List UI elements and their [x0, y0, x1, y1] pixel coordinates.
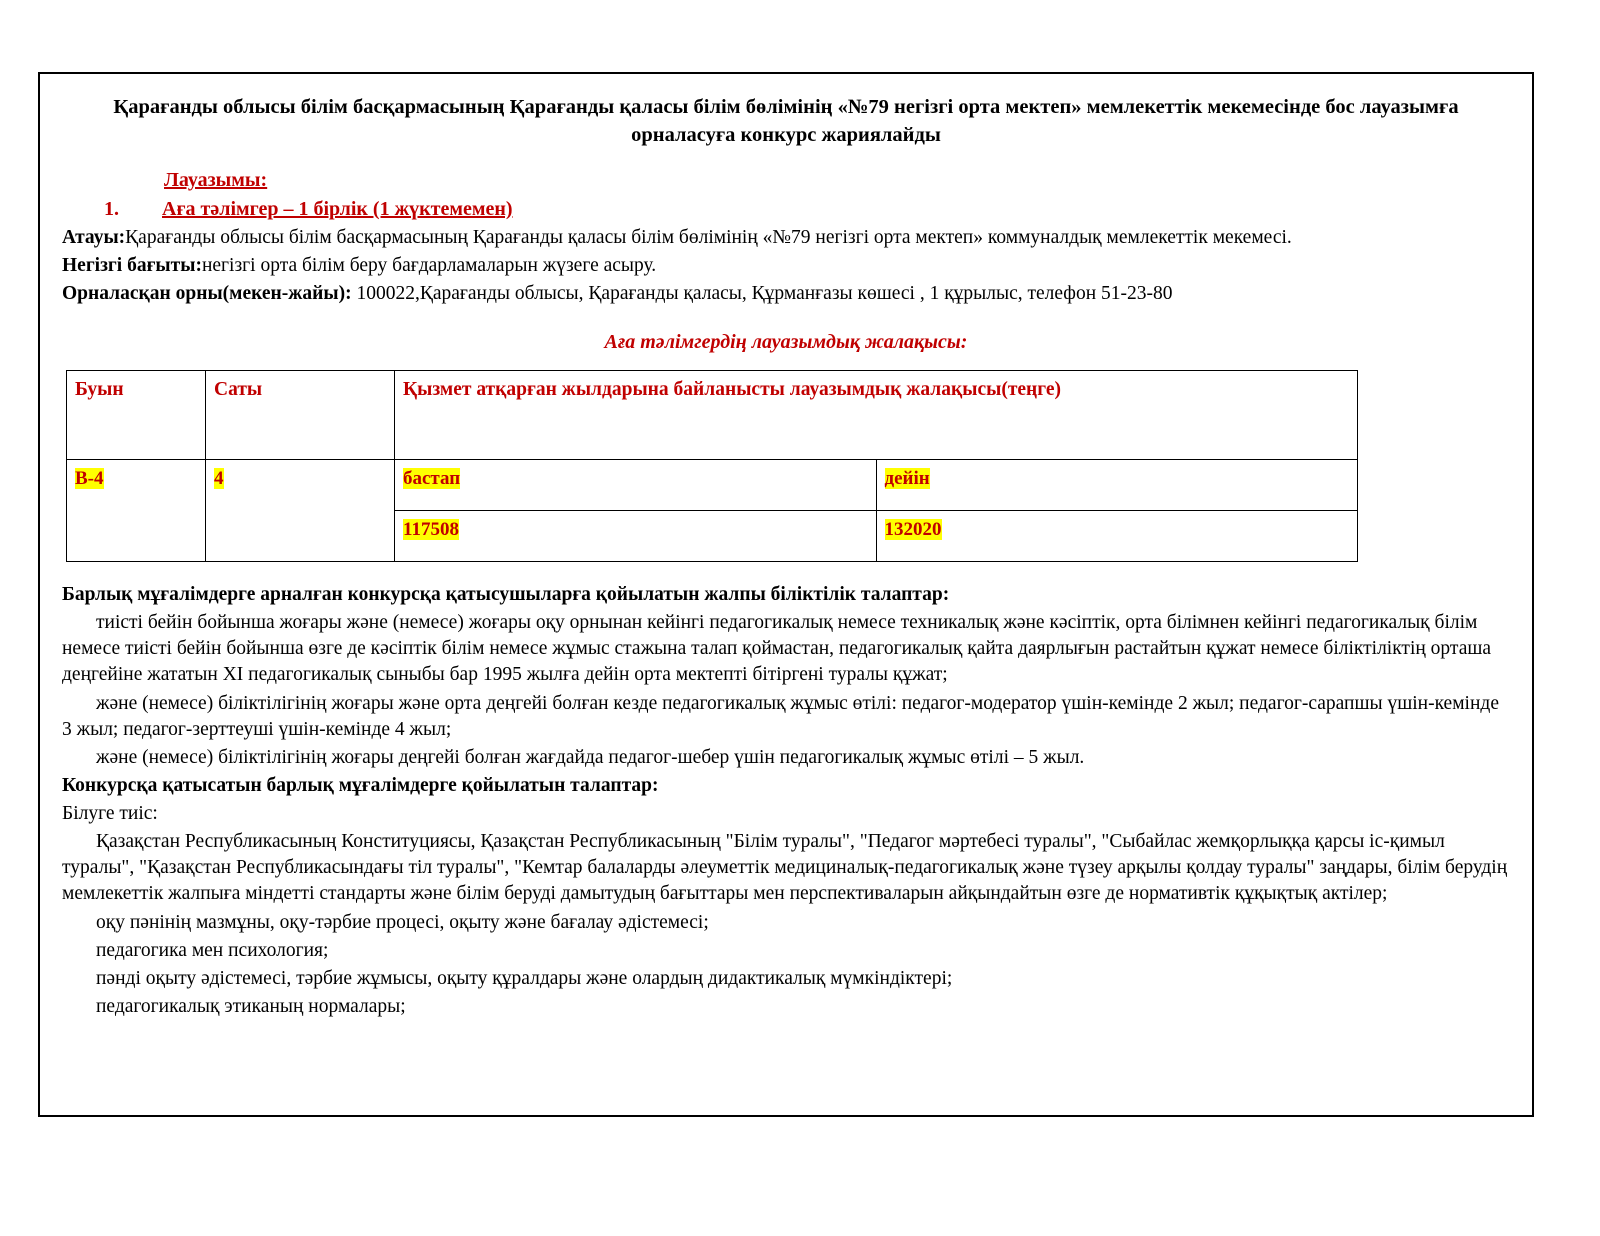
position-item-label: Аға тәлімгер – 1 бірлік (1 жүктемемен) — [162, 198, 513, 221]
page-title: Қарағанды облысы білім басқармасының Қарағанды қаласы білім бөлімінің «№79 негізгі орта мектеп» мемлекеттік мекемесінде бос лауазымға орналасуға конкурс жариялайды — [113, 96, 1459, 146]
header-buyn-label: Буын — [75, 379, 124, 401]
document-frame — [38, 72, 1534, 1117]
general-requirements-p3: және (немесе) біліктілігінің жоғары деңгейі болған жағдайда педагог-шебер үшін педагогикалық жұмыс өтілі – 5 жыл. — [96, 746, 1085, 768]
label-to: дейін — [884, 468, 930, 490]
must-know-p3: педагогика мен психология; — [96, 939, 329, 961]
salary-range-table — [395, 460, 1357, 561]
table-row — [67, 460, 1358, 562]
must-know-p4: пәнді оқыту әдістемесі, тәрбие жұмысы, оқыту құралдары және олардың дидактикалық мүмкіндіктері; — [96, 967, 953, 989]
value-from: 117508 — [403, 519, 459, 541]
cell-to-value — [876, 511, 1357, 562]
value-buyn: В-4 — [75, 468, 104, 490]
value-to: 132020 — [884, 519, 942, 541]
header-salary-label: Қызмет атқарған жылдарына байланысты лауазымдық жалақысы(теңге) — [403, 379, 1062, 401]
main-direction-line — [62, 253, 1510, 279]
main-direction-label: Негізгі бағыты: — [62, 255, 202, 277]
cell-salary-range — [395, 460, 1358, 562]
address-line — [62, 281, 1510, 307]
must-know-p2: оқу пәнінің мазмұны, оқу-тәрбие процесі, оқыту және бағалау әдістемесі; — [96, 911, 709, 933]
cell-from-label — [395, 460, 876, 511]
institution-name-value: Қарағанды облысы білім басқармасының Қарағанды қаласы білім бөлімінің «№79 негізгі орта мектеп» коммуналдық мемлекеттік мекемесі. — [125, 226, 1292, 248]
position-number: 1. — [104, 198, 119, 221]
salary-table — [66, 370, 1358, 562]
spacer — [62, 149, 1510, 167]
header-saty-label: Саты — [214, 379, 263, 401]
cell-saty — [206, 460, 395, 562]
value-saty: 4 — [214, 468, 224, 490]
position-header: Лауазымы: — [164, 169, 268, 192]
main-direction-value: негізгі орта білім беру бағдарламаларын жүзеге асыру. — [201, 255, 657, 277]
header-cell-buyn — [67, 371, 206, 460]
address-label: Орналасқан орны(мекен-жайы): — [62, 283, 352, 305]
label-from: бастап — [403, 468, 461, 490]
cell-buyn — [67, 460, 206, 562]
position-item — [104, 196, 1510, 223]
must-know-p5: педагогикалық этиканың нормалары; — [96, 995, 406, 1017]
institution-name-label: Атауы: — [62, 226, 126, 248]
general-requirements-p2: және (немесе) біліктілігінің жоғары және орта деңгейі болған кезде педагогикалық жұмыс өтілі: педагог-модератор үшін-кемінде 2 жыл; педагог-сарапшы үшін-кемінде 3 жыл; педагог-зерттеуші үшін-кемінде 4 жыл; — [62, 692, 1499, 740]
must-know-label: Білуге тиіс: — [62, 803, 158, 825]
header-cell-saty — [206, 371, 395, 460]
institution-name-line — [62, 225, 1510, 251]
table-row — [395, 511, 1357, 562]
general-requirements-p1: тиісті бейін бойынша жоғары және (немесе) жоғары оқу орнынан кейінгі педагогикалық немесе техникалық және кәсіптік, орта білімнен кейінгі педагогикалық білім немесе тиісті бейін бойынша өзге де кәсіптік білім немесе жұмыс стажына талап қоймастан, педагогикалық қайта даярлығын растайтын құжат немесе біліктіліктің орташа деңгейіне жататын XI педагогикалық сыныбы бар 1995 жылға дейін орта мектепті бітіргені туралы құжат; — [62, 612, 1492, 686]
general-requirements-heading: Барлық мұғалімдерге арналған конкурсқа қатысушыларға қойылатын жалпы біліктілік талаптар: — [62, 584, 950, 606]
cell-to-label — [876, 460, 1357, 511]
cell-from-value — [395, 511, 876, 562]
all-teachers-heading: Конкурсқа қатысатын барлық мұғалімдерге қойылатын талаптар: — [62, 774, 659, 796]
salary-heading: Аға тәлімгердің лауазымдық жалақысы: — [604, 331, 968, 354]
requirements-section — [62, 582, 1510, 1020]
must-know-p1: Қазақстан Республикасының Конституциясы, Қазақстан Республикасының "Білім туралы", "Педагог мәртебесі туралы", "Сыбайлас жемқорлыққа қарсы іс-қимыл туралы", "Қазақстан Республикасындағы тіл туралы", "Кемтар балаларды әлеуметтік медициналық-педагогикалық және түзеу арқылы қолдау туралы" заңдары, білім берудің мемлекеттік жалпыға міндетті стандарты және білім беруді дамытудың бағыттары мен перспективаларын айқындайтын өзге де нормативтік құқықтық актілер; — [62, 831, 1508, 905]
table-row — [395, 460, 1357, 511]
address-value: 100022,Қарағанды облысы, Қарағанды қаласы, Құрманғазы көшесі , 1 құрылыс, телефон 51-23-80 — [351, 283, 1173, 305]
header-cell-salary — [395, 371, 1358, 460]
table-row — [67, 371, 1358, 460]
